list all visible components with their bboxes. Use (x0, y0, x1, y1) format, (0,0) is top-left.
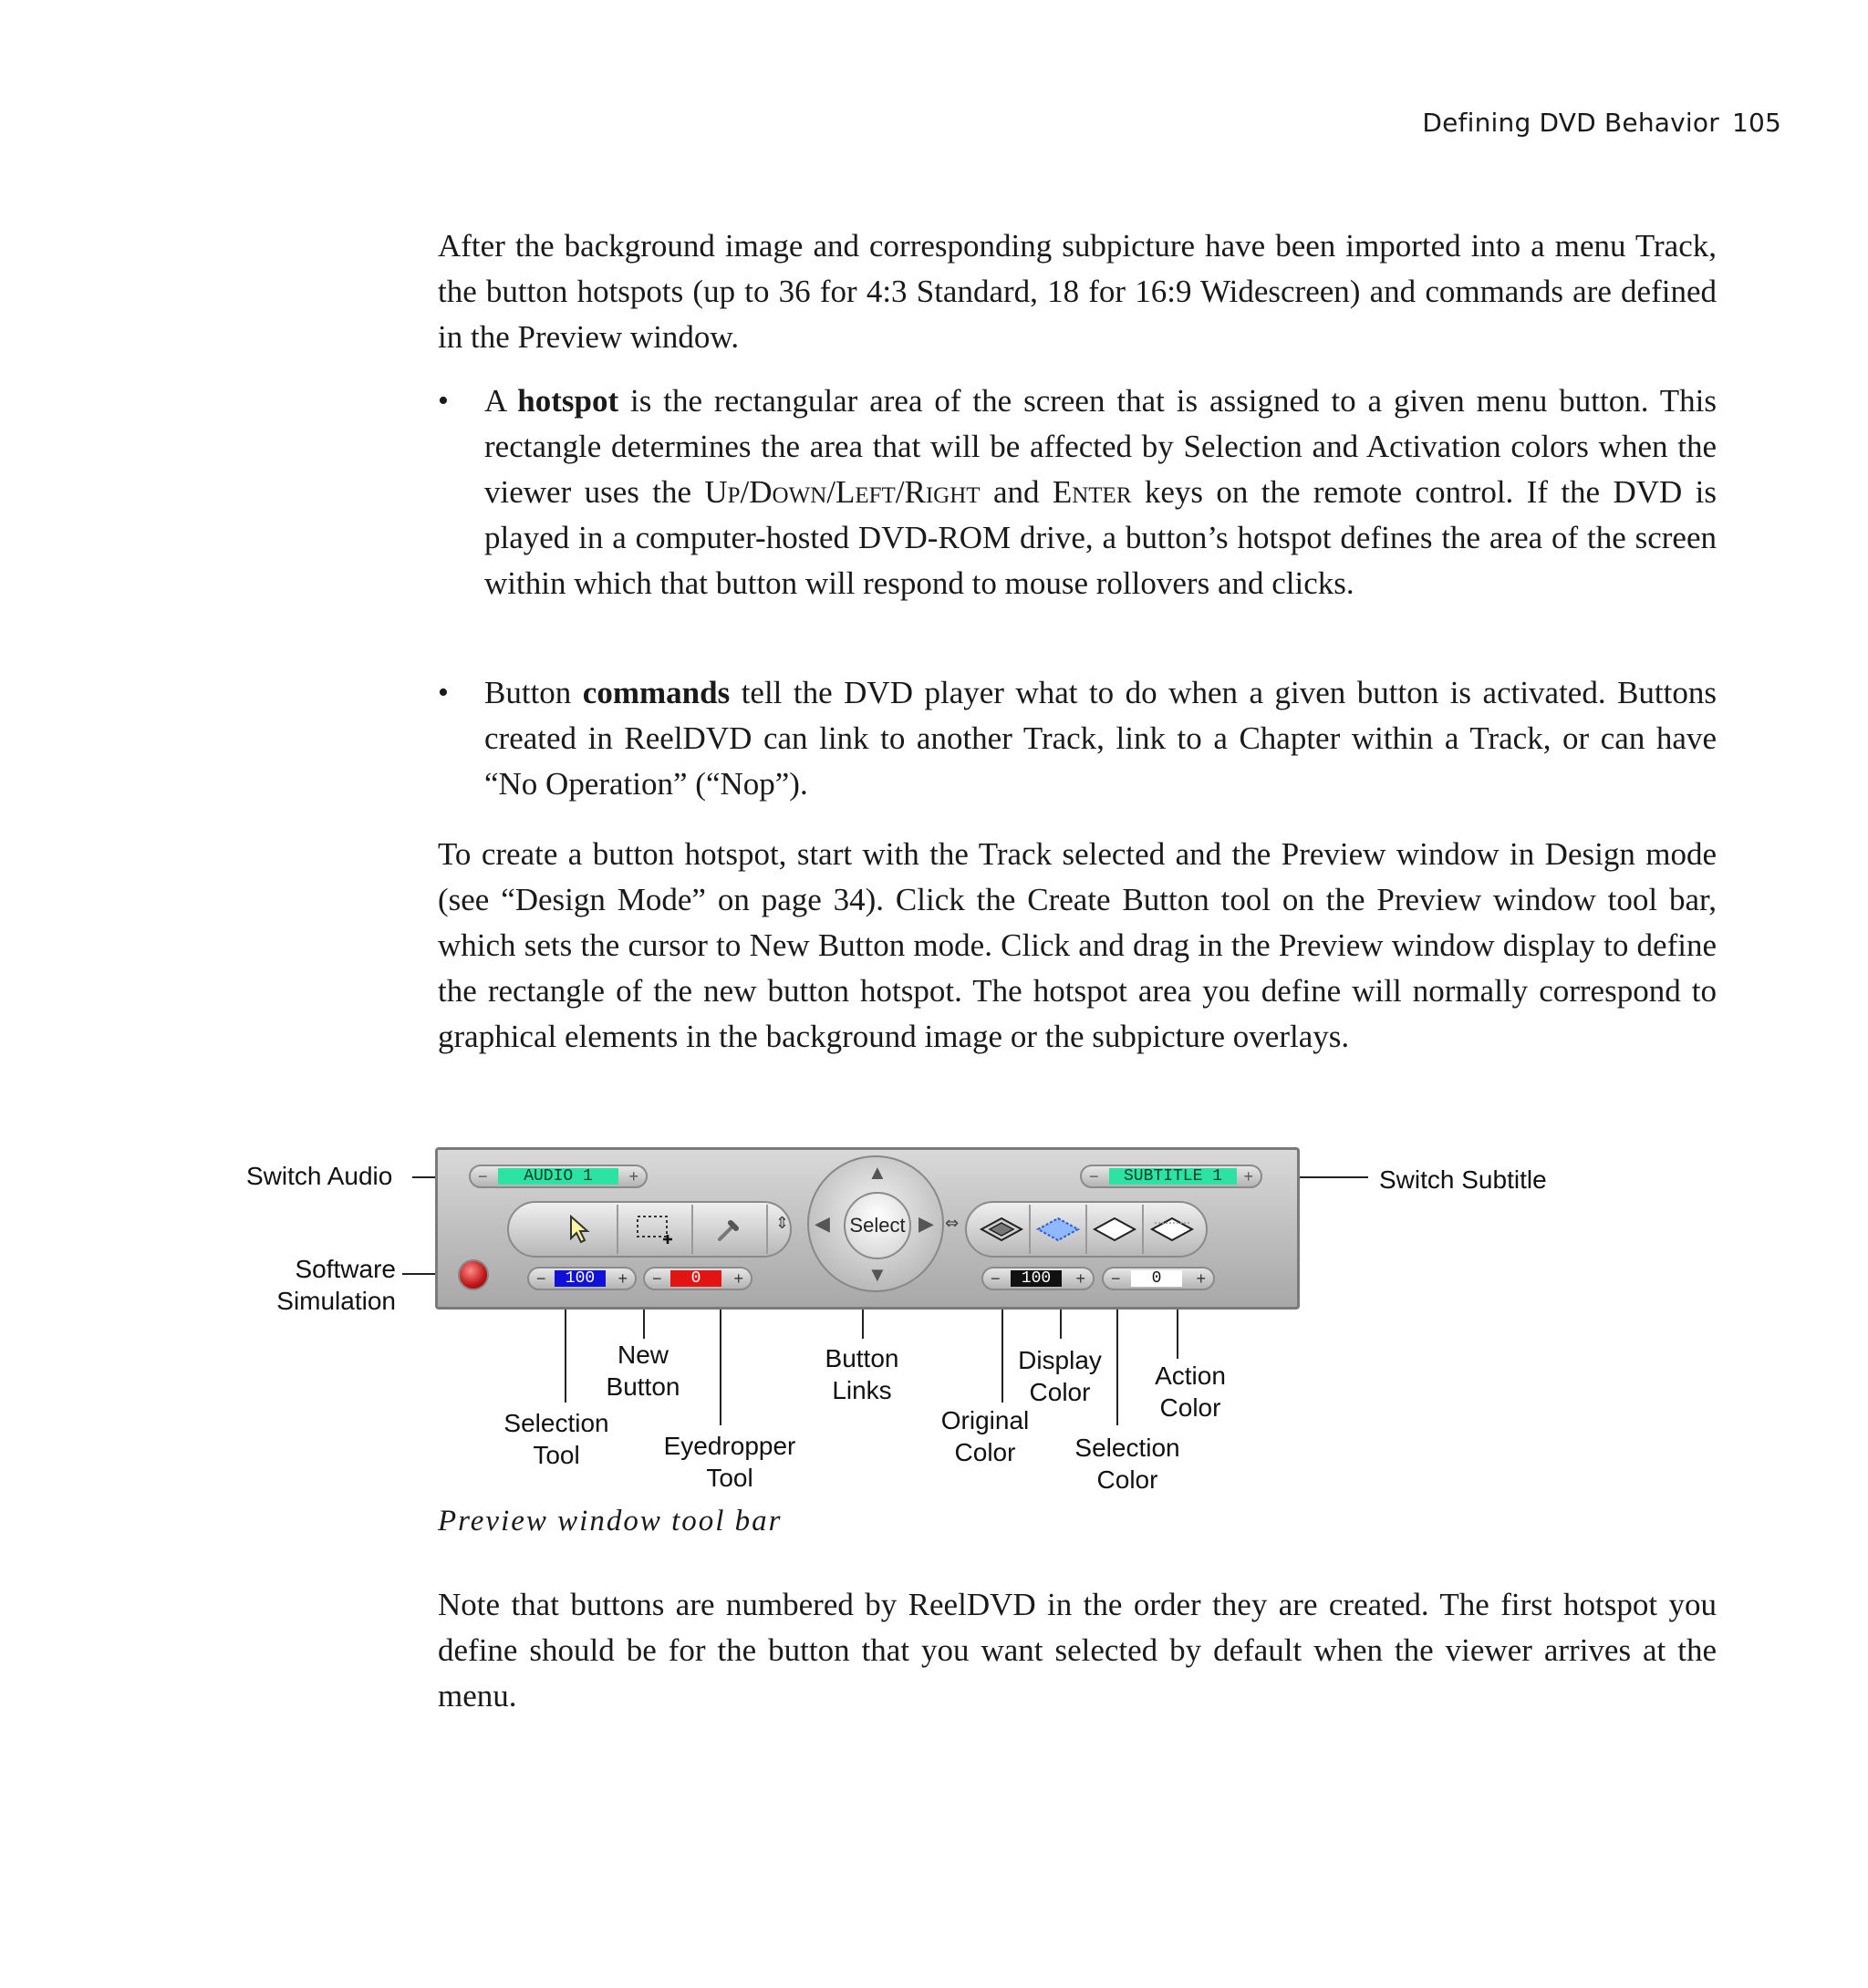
page-number: 105 (1731, 108, 1781, 138)
minus-icon[interactable]: − (1089, 1167, 1099, 1186)
plus-icon[interactable]: + (617, 1269, 628, 1288)
bullet-dot: • (438, 676, 449, 709)
new-button-icon (635, 1213, 675, 1246)
color-value-field[interactable] (643, 1267, 752, 1290)
plus-icon[interactable]: + (1196, 1269, 1206, 1288)
up-arrow-icon[interactable]: ▲ (867, 1161, 887, 1184)
plus-icon[interactable]: + (1075, 1269, 1085, 1288)
new-button-tool-button[interactable] (618, 1205, 693, 1254)
minus-icon[interactable]: − (536, 1269, 546, 1288)
minus-icon[interactable]: − (478, 1167, 488, 1186)
bullet-text: and (980, 474, 1053, 510)
arrow-cursor-icon (568, 1215, 592, 1244)
selection-color-icon (1092, 1216, 1137, 1243)
tool-group (507, 1201, 792, 1258)
display-color-button[interactable] (1031, 1205, 1087, 1254)
display-transparency-field[interactable] (981, 1267, 1095, 1290)
bullet-text: is the rectangular area of the screen that is assigned to a given menu button. This rectangle determines the area that will be affected by Selection and Activation colors when the viewer uses the (484, 383, 1717, 510)
switch-audio-control[interactable] (469, 1165, 648, 1188)
toolbar-figure (0, 1140, 1868, 1505)
label-selection-tool: Selection Tool (503, 1409, 609, 1469)
selection-transparency-field[interactable] (527, 1267, 637, 1290)
action-color-button[interactable] (1144, 1205, 1200, 1254)
enter-key: Enter (1052, 474, 1132, 510)
arrow-keys: Up/Down/Left/Right (704, 474, 981, 510)
down-arrow-icon[interactable]: ▼ (867, 1263, 887, 1286)
action-transparency-field[interactable] (1102, 1267, 1215, 1290)
selection-color-button[interactable] (1087, 1205, 1144, 1254)
label-new-button: New Button (606, 1341, 680, 1401)
updown-arrows-icon: ⇕ (775, 1214, 790, 1233)
subtitle-readout: SUBTITLE 1 (1109, 1168, 1237, 1185)
label-action-color: Action Color (1155, 1362, 1226, 1422)
red-value: 0 (670, 1270, 721, 1287)
button-links-dpad[interactable] (807, 1155, 944, 1292)
minus-icon[interactable]: − (652, 1269, 662, 1288)
plus-icon[interactable]: + (1243, 1167, 1253, 1186)
label-switch-subtitle: Switch Subtitle (1379, 1165, 1547, 1194)
label-selection-color: Selection Color (1074, 1434, 1180, 1494)
original-color-icon (979, 1216, 1024, 1243)
action-value: 0 (1131, 1270, 1182, 1287)
preview-toolbar (435, 1147, 1300, 1310)
bullet-text: tell the DVD player what to do when a given button is activated. Buttons created in ReelDVD can link to another Track, link to a Chapter within a Track, or can have “No Operation” (“Nop”). (484, 675, 1718, 802)
select-button[interactable] (844, 1192, 911, 1259)
term-commands: commands (582, 675, 731, 710)
bullet-dot: • (438, 384, 449, 418)
label-switch-audio: Switch Audio (246, 1162, 393, 1190)
running-head (1422, 108, 1781, 138)
minus-icon[interactable]: − (1111, 1269, 1121, 1288)
audio-readout: AUDIO 1 (498, 1168, 618, 1185)
bullet-hotspot (438, 378, 1717, 606)
figure-caption: Preview window tool bar (438, 1505, 783, 1538)
bullet-commands (438, 670, 1717, 807)
label-software-simulation: Software Simulation (276, 1255, 396, 1315)
label-eyedropper-tool: Eyedropper Tool (663, 1432, 796, 1492)
section-title: Defining DVD Behavior (1422, 108, 1719, 138)
label-original-color: Original Color (940, 1406, 1030, 1466)
switch-subtitle-control[interactable] (1080, 1165, 1262, 1188)
plus-icon[interactable]: + (628, 1167, 638, 1186)
minus-icon[interactable]: − (991, 1269, 1001, 1288)
leftright-arrows-icon: ⇔ (945, 1214, 960, 1233)
selection-value: 100 (555, 1270, 606, 1287)
original-color-button[interactable] (974, 1205, 1031, 1254)
bullet-text: Button (484, 675, 583, 710)
bullet-text: keys on the remote control. If the DVD is played in a computer-hosted DVD-ROM drive, a button’s hotspot defines the area of the screen within which that button will respond to mouse rollovers and clicks. (484, 474, 1717, 601)
color-group (965, 1201, 1208, 1258)
label-display-color: Display Color (1018, 1346, 1102, 1406)
action-color-icon (1149, 1216, 1195, 1243)
plus-icon[interactable]: + (733, 1269, 743, 1288)
bullet-text: A (484, 383, 518, 419)
label-button-links: Button Links (825, 1344, 899, 1404)
right-arrow-icon[interactable]: ▶ (918, 1212, 934, 1235)
select-label: Select (849, 1214, 906, 1237)
eyedropper-tool-button[interactable] (693, 1205, 768, 1254)
display-color-icon (1035, 1216, 1081, 1243)
selection-tool-button[interactable] (544, 1205, 618, 1254)
software-simulation-button[interactable] (458, 1259, 489, 1290)
left-arrow-icon[interactable]: ◀ (815, 1212, 830, 1235)
eyedropper-icon (714, 1214, 745, 1245)
paragraph-button-numbering: Note that buttons are numbered by ReelDVD in the order they are created. The first hotspot you define should be for the button that you want selected by default when the viewer arrives at the menu. (438, 1587, 1717, 1714)
term-hotspot: hotspot (517, 383, 619, 419)
paragraph-intro: After the background image and corresponding subpicture have been imported into a menu Track, the button hotspots (up to 36 for 4:3 Standard, 18 for 16:9 Widescreen) and commands are defined in the Preview window. (438, 228, 1717, 355)
paragraph-create-hotspot: To create a button hotspot, start with the Track selected and the Preview window in Design mode (see “Design Mode” on page 34). Click the Create Button tool on the Preview window tool bar, which sets the cursor to New Button mode. Click and drag in the Preview window display to define the rectangle of the new button hotspot. The hotspot area you define will normally correspond to graphical elements in the background image or the subpicture overlays. (438, 836, 1717, 1054)
display-value: 100 (1011, 1270, 1062, 1287)
